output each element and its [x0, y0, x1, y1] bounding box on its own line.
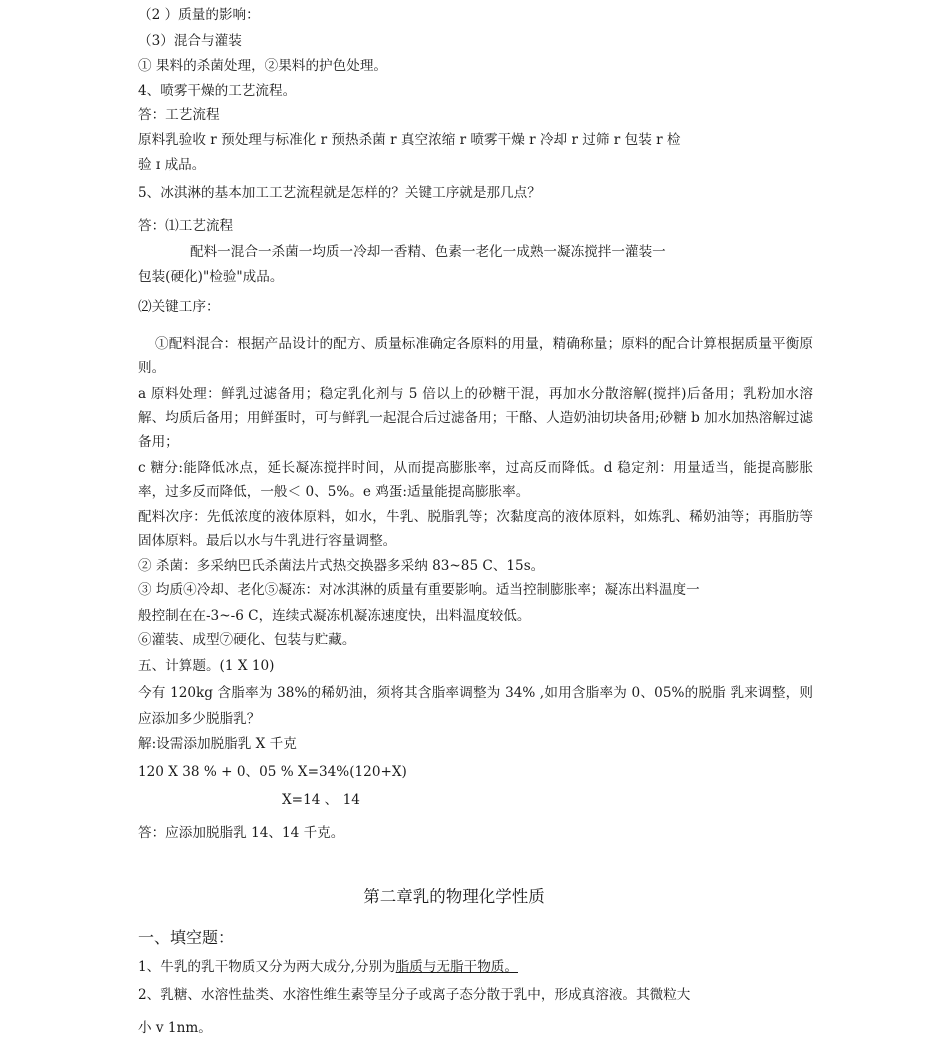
paragraph: a 原料处理：鲜乳过滤备用；稳定乳化剂与 5 倍以上的砂糖干混，再加水分散溶解(搅拌)后备用；乳粉加水溶解、均质后备用；用鲜蛋时，可与鲜乳一起混合后过滤备用；干酪、人造奶油切块备用;砂糖 b 加水加热溶解过滤备用；: [138, 386, 813, 450]
paragraph: 配料次序：先低浓度的液体原料，如水，牛乳、脱脂乳等；次黏度高的液体原料，如炼乳、稀奶油等；再脂肪等固体原料。最后以水与牛乳进行容量调整。: [138, 509, 813, 549]
fill-question-2: 2、乳糖、水溶性盐类、水溶性维生素等呈分子或离子态分散于乳中，形成真溶液。其微粒大: [138, 987, 691, 1003]
text-line: （3）混合与灌装: [138, 33, 242, 49]
text-line: 般控制在在-3~-6 C，连续式凝冻机凝冻速度快，出料温度较低。: [138, 608, 531, 624]
equation-result: X=14 、 14: [282, 792, 360, 808]
text-line: 5、冰淇淋的基本加工工艺流程就是怎样的？关键工序就是那几点？: [138, 185, 541, 201]
paragraph: ①配料混合：根据产品设计的配方、质量标准确定各原料的用量，精确称量；原料的配合计算根据质量平衡原则。: [138, 336, 813, 376]
text-line: 配料一混合一杀菌一均质一冷却一香精、色素一老化一成熟一凝冻搅拌一灌装一: [190, 244, 666, 260]
text-line: 原料乳验收 r 预处理与标准化 r 预热杀菌 r 真空浓缩 r 喷雾干燥 r 冷却 r 过筛 r 包装 r 检: [138, 132, 681, 148]
text-line: 答：应添加脱脂乳 14、14 千克。: [138, 825, 345, 841]
paragraph: 今有 120kg 含脂率为 38%的稀奶油，须将其含脂率调整为 34% ,如用含脂率为 0、05%的脱脂 乳来调整，则应添加多少脱脂乳？: [138, 685, 813, 727]
fill-question-2-cont: 小 v 1nm。: [138, 1020, 212, 1036]
text-line: 验 ɪ 成品。: [138, 157, 206, 173]
answer-underlined: 脂质与无脂干物质。: [395, 959, 518, 975]
text-line: 答：⑴工艺流程: [138, 218, 234, 234]
text-line: ③ 均质④冷却、老化⑤凝冻：对冰淇淋的质量有重要影响。适当控制膨胀率；凝冻出料温度一: [138, 582, 700, 598]
text-line: ⑵关键工序：: [138, 299, 220, 315]
fill-question-1: [138, 957, 518, 977]
text-line: 包装(硬化)"检验"成品。: [138, 269, 284, 285]
equation-line: 120 X 38 % + 0、05 % X=34%(120+X): [138, 764, 407, 780]
chapter-title: 第二章乳的物理化学性质: [363, 887, 545, 906]
text-line: ⑥灌装、成型⑦硬化、包装与贮藏。: [138, 632, 356, 648]
text-line: 答：工艺流程: [138, 107, 220, 123]
question-text: 1、牛乳的乳干物质又分为两大成分,分别为: [138, 959, 396, 975]
text-line: （2 ）质量的影响：: [138, 7, 260, 23]
text-line: 4、喷雾干燥的工艺流程。: [138, 83, 297, 99]
text-line: 五、计算题。(1 X 10): [138, 658, 275, 674]
text-line: ① 果料的杀菌处理，②果料的护色处理。: [138, 58, 388, 74]
text-line: 解:设需添加脱脂乳 X 千克: [138, 736, 297, 752]
paragraph: c 糖分:能降低冰点，延长凝冻搅拌时间，从而提高膨胀率，过高反而降低。d 稳定剂：用量适当，能提高膨胀率，过多反而降低，一般＜ 0、5%。e 鸡蛋:适量能提高膨胀率。: [138, 460, 813, 500]
text-line: ② 杀菌：多采纳巴氏杀菌法片式热交换器多采纳 83~85 C、15s。: [138, 558, 545, 574]
section-title: 一、填空题：: [138, 928, 235, 947]
